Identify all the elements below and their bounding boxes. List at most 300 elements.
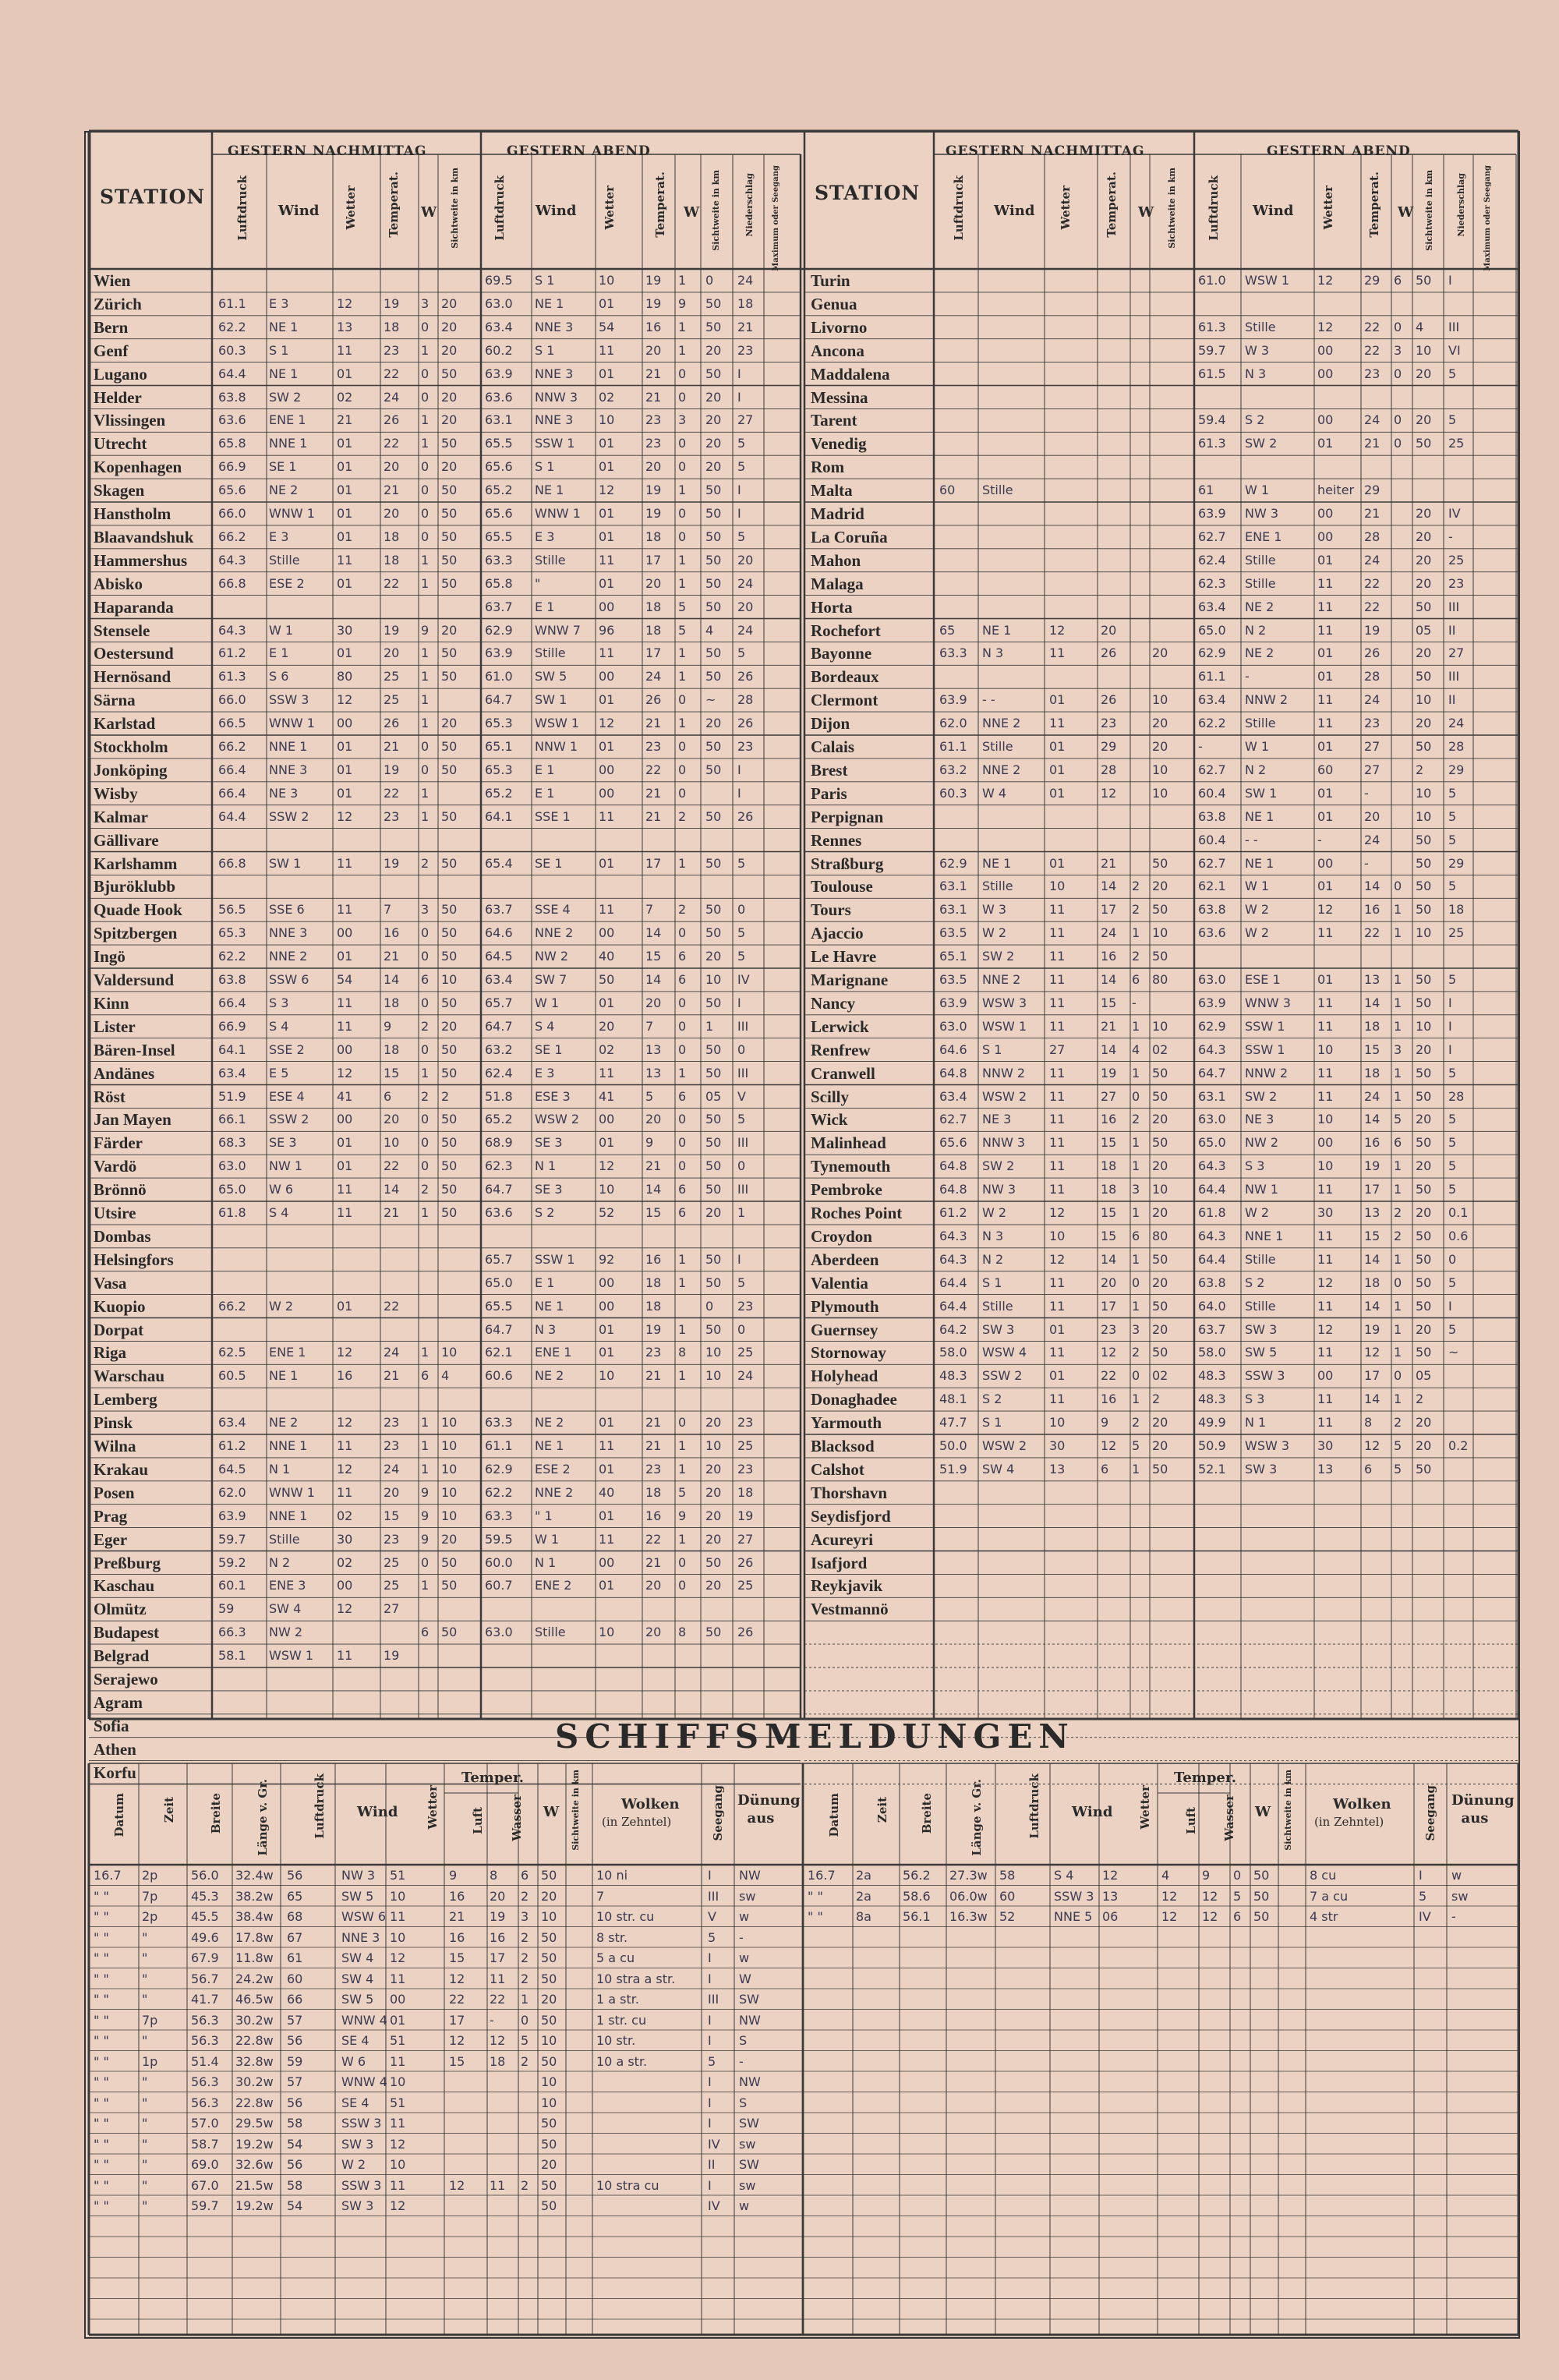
left-value-cell: N 1 (535, 1554, 557, 1570)
ship-left-cell: SW 3 (341, 2198, 374, 2213)
ship-left-cell: 11 (390, 1971, 406, 1986)
ship-left-cell: NW (739, 1868, 761, 1883)
left-value-cell: NE 3 (269, 785, 299, 801)
ship-left-cell: 11 (390, 2116, 406, 2131)
right-value-cell: 05 (1416, 1368, 1432, 1384)
left-value-cell: 12 (337, 1415, 353, 1430)
left-value-cell: 0 (705, 273, 714, 288)
left-value-cell: 0 (678, 739, 687, 754)
right-value-cell: 14 (1364, 879, 1380, 894)
right-value-cell: 0 (1394, 879, 1402, 894)
right-value-cell: 63.9 (1198, 506, 1226, 521)
ship-right-cell: 0 (1233, 1868, 1242, 1883)
ship-right-cell: sw (1451, 1888, 1469, 1904)
left-value-cell: 13 (645, 1065, 662, 1080)
station-name-right: Wick (811, 1110, 848, 1130)
left-value-cell: 20 (705, 389, 722, 405)
left-value-cell: 0 (678, 762, 687, 777)
right-value-cell: 64.2 (939, 1321, 967, 1337)
left-value-cell: 11 (599, 902, 615, 918)
station-name-left: Athen (94, 1739, 136, 1759)
ship-col-duenung-l: Dünung aus (737, 1792, 801, 1827)
right-value-cell: 20 (1416, 645, 1432, 661)
right-value-cell: NW 3 (1245, 506, 1279, 521)
left-value-cell: 21 (645, 785, 662, 801)
ship-left-cell: 24.2w (235, 1971, 274, 1986)
left-value-cell: 50 (441, 506, 458, 521)
left-value-cell: 18 (737, 1484, 754, 1500)
left-value-cell: 64.6 (485, 925, 513, 941)
right-value-cell: 65.1 (939, 949, 967, 964)
station-name-left: Spitzbergen (94, 924, 178, 943)
right-value-cell: 65.0 (1198, 622, 1226, 638)
left-value-cell: 24 (737, 273, 754, 288)
station-name-right: Perpignan (811, 807, 884, 826)
left-value-cell: 0 (678, 529, 687, 544)
left-value-cell: 18 (645, 1275, 662, 1290)
left-value-cell: 01 (599, 1135, 615, 1151)
ship-left-cell: I (708, 1950, 712, 1965)
left-value-cell: 6 (678, 1205, 687, 1220)
left-value-cell: NE 1 (269, 366, 299, 381)
right-value-cell: 50.0 (939, 1438, 967, 1453)
left-value-cell: 00 (599, 762, 615, 777)
right-value-cell: 14 (1364, 1298, 1380, 1314)
right-value-cell: 11 (1317, 1392, 1334, 1407)
station-name-left: Helder (94, 387, 142, 407)
right-value-cell: NW 2 (1245, 1135, 1279, 1151)
ship-left-cell: W (739, 1971, 751, 1986)
station-name-right: Le Havre (811, 947, 877, 967)
ship-left-cell: " (142, 2033, 148, 2048)
ship-left-cell: - (739, 1929, 744, 1945)
left-value-cell: 20 (645, 342, 662, 358)
right-value-cell: 64.3 (1198, 1158, 1226, 1174)
right-value-cell: W 1 (1245, 483, 1270, 498)
right-value-cell: 50 (1152, 855, 1168, 871)
left-value-cell: I (737, 389, 741, 405)
left-value-cell: 19 (384, 762, 400, 777)
left-value-cell: 21 (384, 483, 400, 498)
left-value-cell: 28 (737, 692, 754, 708)
left-value-cell: 10 (705, 972, 722, 987)
ship-col-wasser-l: Wasser (510, 1795, 524, 1841)
right-value-cell: 1 (1132, 1298, 1140, 1314)
right-value-cell: 2 (1132, 949, 1140, 964)
station-name-left: Bjuröklubb (94, 877, 176, 896)
left-value-cell: 16 (384, 925, 400, 941)
ship-left-cell: " " (94, 2074, 109, 2089)
right-value-cell: 1 (1394, 995, 1402, 1010)
ship-left-cell: 1 str. cu (596, 2012, 647, 2028)
left-value-cell: 62.9 (485, 622, 513, 638)
left-value-cell: 10 (441, 1438, 458, 1453)
left-value-cell: 50 (441, 739, 458, 754)
col-wetter-left-a: Wetter (344, 186, 358, 230)
left-value-cell: WNW 1 (535, 506, 581, 521)
right-value-cell: ENE 1 (1245, 529, 1282, 544)
right-value-cell: 80 (1152, 972, 1168, 987)
right-value-cell: SW 5 (1245, 1345, 1278, 1360)
left-value-cell: 18 (645, 622, 662, 638)
left-value-cell: 20 (705, 1205, 722, 1220)
ship-left-cell: - (490, 2012, 494, 2028)
left-value-cell: WNW 7 (535, 622, 581, 638)
ship-left-cell: I (708, 2095, 712, 2110)
station-name-left: Sofia (94, 1716, 129, 1735)
left-value-cell: 66.4 (218, 762, 246, 777)
right-value-cell: 18 (1101, 1158, 1117, 1174)
left-value-cell: SE 1 (269, 459, 297, 475)
right-value-cell: 6 (1101, 1461, 1109, 1476)
right-value-cell: 20 (1416, 412, 1432, 428)
right-value-cell: 50 (1416, 599, 1432, 614)
left-value-cell: 65.8 (218, 436, 246, 451)
left-value-cell: 24 (737, 622, 754, 638)
station-name-left: Genf (94, 341, 129, 360)
left-value-cell: 66.0 (218, 506, 246, 521)
right-value-cell: WSW 3 (982, 995, 1027, 1010)
ship-col-breite-r: Breite (920, 1793, 934, 1834)
left-value-cell: 50 (441, 855, 458, 871)
left-value-cell: 62.2 (218, 949, 246, 964)
right-value-cell: 5 (1448, 412, 1457, 428)
left-value-cell: 63.3 (485, 552, 513, 568)
station-name-right: Yarmouth (811, 1413, 882, 1433)
left-value-cell: 1 (421, 1415, 430, 1430)
left-value-cell: ENE 2 (535, 1578, 572, 1593)
left-value-cell: 30 (337, 1531, 353, 1547)
right-value-cell: 1 (1132, 1461, 1140, 1476)
ship-left-cell: " " (94, 2198, 109, 2213)
right-value-cell: SW 2 (1245, 436, 1278, 451)
ship-right-cell: 16.7 (808, 1868, 836, 1883)
ship-left-cell: " " (94, 2157, 109, 2172)
left-value-cell: 19 (645, 273, 662, 288)
ship-left-cell: 50 (541, 2116, 557, 2131)
left-value-cell: WNW 1 (269, 716, 315, 731)
right-value-cell: 11 (1317, 599, 1334, 614)
left-value-cell: 6 (678, 972, 687, 987)
ship-left-cell: SW (739, 2116, 759, 2131)
right-value-cell: 5 (1448, 808, 1457, 824)
left-value-cell: 5 (737, 645, 746, 661)
left-value-cell: 65.3 (485, 762, 513, 777)
right-value-cell: 01 (1049, 855, 1066, 871)
left-value-cell: E 1 (269, 645, 289, 661)
right-value-cell: 23 (1101, 716, 1117, 731)
left-value-cell: 1 (678, 855, 687, 871)
left-value-cell: 27 (737, 1531, 754, 1547)
right-value-cell: 0 (1394, 412, 1402, 428)
right-value-cell: 22 (1364, 319, 1380, 334)
right-value-cell: 59.7 (1198, 342, 1226, 358)
left-value-cell: 02 (337, 389, 353, 405)
ship-left-cell: " " (94, 2033, 109, 2048)
left-value-cell: 5 (678, 1484, 687, 1500)
left-value-cell: 20 (441, 1018, 458, 1034)
ship-left-cell: NNE 3 (341, 1929, 380, 1945)
left-value-cell: 01 (337, 1158, 353, 1174)
left-value-cell: 24 (384, 1461, 400, 1476)
right-value-cell: 20 (1416, 366, 1432, 381)
left-value-cell: 63.2 (485, 1041, 513, 1057)
ship-col-luft-l: Luft (471, 1807, 485, 1834)
right-value-cell: 63.6 (1198, 925, 1226, 941)
left-value-cell: 20 (645, 575, 662, 591)
left-value-cell: 0 (421, 1135, 430, 1151)
station-name-left: Zürich (94, 294, 142, 313)
ship-left-cell: 22.8w (235, 2095, 274, 2110)
col-sicht-left-e: Sichtweite in km (711, 170, 721, 251)
evening-group-left: GESTERN ABEND (507, 143, 651, 159)
left-value-cell: 01 (337, 739, 353, 754)
left-value-cell: 00 (599, 1275, 615, 1290)
left-value-cell: 20 (705, 949, 722, 964)
right-value-cell: 0 (1394, 436, 1402, 451)
left-value-cell: 66.3 (218, 1625, 246, 1640)
ship-right-cell: 4 (1161, 1868, 1170, 1883)
left-value-cell: WNW 1 (269, 1484, 315, 1500)
right-value-cell: WSW 1 (1245, 273, 1290, 288)
left-value-cell: 1 (678, 552, 687, 568)
evening-group-right: GESTERN ABEND (1267, 143, 1411, 159)
right-value-cell: 13 (1049, 1461, 1066, 1476)
right-value-cell: NW 3 (982, 1182, 1016, 1197)
station-name-right: Horta (811, 597, 853, 617)
left-value-cell: 50 (705, 739, 722, 754)
right-value-cell: 64.3 (939, 1228, 967, 1243)
left-value-cell: 5 (737, 529, 746, 544)
station-name-left: Kinn (94, 993, 129, 1013)
left-value-cell: 50 (705, 995, 722, 1010)
left-value-cell: 27 (737, 412, 754, 428)
right-value-cell: SSW 2 (982, 1368, 1023, 1384)
ship-left-cell: 8 str. (596, 1929, 628, 1945)
right-value-cell: 63.1 (1198, 1088, 1226, 1104)
right-value-cell: 1 (1132, 1158, 1140, 1174)
col-sicht-left-a: Sichtweite in km (450, 168, 460, 249)
ship-left-cell: 11 (390, 1909, 406, 1924)
right-value-cell: N 3 (982, 645, 1004, 661)
left-value-cell: 50 (705, 808, 722, 824)
ship-left-cell: I (708, 2012, 712, 2028)
left-value-cell: 62.2 (485, 1484, 513, 1500)
ship-col-temper-l: Temper. (461, 1770, 524, 1786)
station-name-left: Belgrad (94, 1646, 150, 1666)
station-name-left: Kalmar (94, 807, 148, 826)
right-value-cell: 50 (1152, 1088, 1168, 1104)
right-value-cell: 50 (1152, 1251, 1168, 1267)
ship-col-wetter-l: Wetter (426, 1785, 440, 1830)
right-value-cell: 13 (1364, 1205, 1380, 1220)
right-value-cell: 22 (1101, 1368, 1117, 1384)
right-value-cell: 20 (1101, 1275, 1117, 1290)
ship-left-cell: 22.8w (235, 2033, 274, 2048)
left-value-cell: 21 (384, 739, 400, 754)
left-value-cell: 0 (678, 459, 687, 475)
right-value-cell: 20 (1416, 1438, 1432, 1453)
right-value-cell: 19 (1101, 1065, 1117, 1080)
station-name-right: Acureyri (811, 1529, 874, 1549)
right-value-cell: 62.9 (939, 855, 967, 871)
left-value-cell: 62.0 (218, 1484, 246, 1500)
left-value-cell: W 6 (269, 1182, 294, 1197)
left-value-cell: 50 (441, 575, 458, 591)
right-value-cell: 50 (1416, 1088, 1432, 1104)
left-value-cell: 68.3 (218, 1135, 246, 1151)
left-value-cell: 18 (384, 529, 400, 544)
left-value-cell: 01 (337, 459, 353, 475)
col-luftdruck-left-a: Luftdruck (235, 175, 249, 241)
ship-left-cell: 50 (541, 2136, 557, 2152)
ship-left-cell: 2 (521, 2177, 529, 2193)
ship-col-breite-l: Breite (209, 1793, 223, 1834)
left-value-cell: III (737, 1018, 749, 1034)
right-value-cell: 50 (1416, 902, 1432, 918)
left-value-cell: 50 (705, 925, 722, 941)
left-value-cell: 64.3 (218, 552, 246, 568)
right-value-cell: 10 (1317, 1112, 1334, 1127)
right-value-cell: - (1317, 832, 1322, 847)
left-value-cell: 00 (599, 1112, 615, 1127)
station-name-left: Budapest (94, 1623, 160, 1643)
left-value-cell: 18 (645, 529, 662, 544)
right-value-cell: 26 (1364, 645, 1380, 661)
ship-left-cell: 56.3 (191, 2095, 219, 2110)
left-value-cell: NE 2 (535, 1368, 564, 1384)
right-value-cell: 0.6 (1448, 1228, 1469, 1243)
left-value-cell: 50 (705, 366, 722, 381)
left-value-cell: 1 (678, 1461, 687, 1476)
right-value-cell: W 1 (1245, 739, 1270, 754)
ship-left-cell: 38.2w (235, 1888, 274, 1904)
left-value-cell: 15 (645, 1205, 662, 1220)
right-value-cell: 11 (1049, 645, 1066, 661)
right-value-cell: 5 (1448, 1275, 1457, 1290)
left-value-cell: NNE 3 (269, 762, 308, 777)
station-name-left: Abisko (94, 574, 143, 593)
left-value-cell: 60.6 (485, 1368, 513, 1384)
ship-right-cell: 12 (1161, 1909, 1178, 1924)
ship-right-cell: SSW 3 (1054, 1888, 1094, 1904)
right-value-cell: - (1364, 855, 1369, 871)
left-value-cell: 65.8 (485, 575, 513, 591)
right-value-cell: 12 (1317, 1275, 1334, 1290)
left-value-cell: SSW 1 (535, 436, 575, 451)
left-value-cell: 1 (678, 645, 687, 661)
ship-col-sicht-r: Sichtweite in km (1283, 1770, 1293, 1851)
left-value-cell: E 5 (269, 1065, 289, 1080)
left-value-cell: SSE 4 (535, 902, 571, 918)
left-value-cell: 11 (337, 1484, 353, 1500)
station-name-right: Brest (811, 760, 848, 780)
left-value-cell: 65.6 (218, 483, 246, 498)
ship-col-luftdruck-r: Luftdruck (1027, 1774, 1041, 1839)
right-value-cell: 6 (1132, 972, 1140, 987)
left-value-cell: 0 (421, 739, 430, 754)
right-value-cell: 11 (1317, 1088, 1334, 1104)
left-value-cell: 66.5 (218, 716, 246, 731)
ship-col-wetter-r: Wetter (1138, 1785, 1152, 1830)
left-value-cell: ENE 3 (269, 1578, 306, 1593)
right-value-cell: 10 (1416, 808, 1432, 824)
right-value-cell: I (1448, 995, 1452, 1010)
station-name-left: Prag (94, 1506, 128, 1526)
left-value-cell: 11 (337, 342, 353, 358)
left-value-cell: 64.7 (485, 1018, 513, 1034)
right-value-cell: 01 (1049, 785, 1066, 801)
left-value-cell: 5 (737, 1112, 746, 1127)
left-value-cell: 16 (645, 1508, 662, 1523)
left-value-cell: 22 (384, 1158, 400, 1174)
right-value-cell: 17 (1101, 902, 1117, 918)
right-value-cell: 21 (1364, 506, 1380, 521)
ship-left-cell: 69.0 (191, 2157, 219, 2172)
right-value-cell: 11 (1317, 995, 1334, 1010)
left-value-cell: 10 (599, 1625, 615, 1640)
left-value-cell: 0 (421, 762, 430, 777)
station-name-left: Serajewo (94, 1670, 158, 1689)
left-value-cell: 63.9 (485, 366, 513, 381)
right-value-cell: 0.1 (1448, 1205, 1469, 1220)
right-value-cell: 16 (1364, 1135, 1380, 1151)
left-value-cell: 50 (441, 995, 458, 1010)
left-value-cell: S 1 (535, 459, 555, 475)
ship-left-cell: " (142, 2157, 148, 2172)
left-value-cell: 20 (384, 459, 400, 475)
right-value-cell: 1 (1394, 1182, 1402, 1197)
right-value-cell: 22 (1364, 575, 1380, 591)
right-value-cell: III (1448, 599, 1460, 614)
right-value-cell: 5 (1448, 1182, 1457, 1197)
ship-left-cell: SW 4 (341, 1971, 374, 1986)
ship-left-cell: 56 (287, 2033, 303, 2048)
right-value-cell: 24 (1364, 1088, 1380, 1104)
left-value-cell: 62.3 (485, 1158, 513, 1174)
right-value-cell: 50 (1416, 855, 1432, 871)
station-name-left: Blaavandshuk (94, 527, 194, 546)
right-value-cell: 29 (1448, 762, 1465, 777)
right-value-cell: 17 (1364, 1182, 1380, 1197)
right-value-cell: 28 (1448, 739, 1465, 754)
ship-left-cell: 10 ni (596, 1868, 628, 1883)
left-value-cell: 6 (421, 972, 430, 987)
left-value-cell: 22 (645, 762, 662, 777)
right-value-cell: 18 (1448, 902, 1465, 918)
station-name-left: Haparanda (94, 597, 174, 617)
right-value-cell: 11 (1317, 692, 1334, 708)
left-value-cell: 01 (337, 1135, 353, 1151)
right-value-cell: 01 (1317, 785, 1334, 801)
left-value-cell: 19 (645, 295, 662, 311)
left-value-cell: 18 (645, 1298, 662, 1314)
station-name-left: Dombas (94, 1226, 151, 1246)
left-value-cell: 59 (218, 1601, 235, 1617)
station-name-left: Skagen (94, 481, 145, 500)
right-value-cell: 10 (1152, 762, 1168, 777)
station-name-left: Ingö (94, 947, 125, 967)
right-value-cell: 10 (1152, 1182, 1168, 1197)
ship-right-cell: 12 (1202, 1909, 1218, 1924)
left-value-cell: 52 (599, 1205, 615, 1220)
right-value-cell: NNW 3 (982, 1135, 1026, 1151)
right-value-cell: 14 (1364, 1251, 1380, 1267)
right-value-cell: SW 1 (1245, 785, 1278, 801)
station-name-left: Lemberg (94, 1390, 157, 1409)
left-value-cell: 50 (705, 1182, 722, 1197)
ship-left-cell: 22 (449, 1992, 465, 2007)
